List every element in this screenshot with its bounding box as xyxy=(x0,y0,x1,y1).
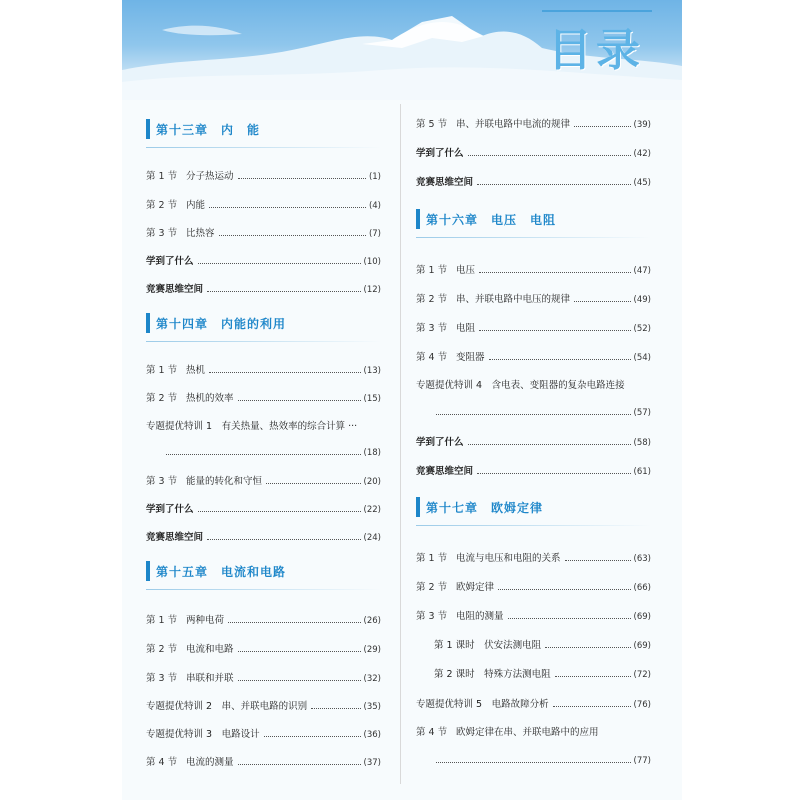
leader-dots xyxy=(166,454,361,455)
section-number: 第 1 节 xyxy=(416,265,448,276)
section-number: 第 3 节 xyxy=(146,673,178,684)
page-number: (13) xyxy=(363,366,381,376)
page-number: (26) xyxy=(363,616,381,626)
entry-title: 专题提优特训 2 串、并联电路的识别 xyxy=(146,701,308,712)
entry-title: 学到了什么 xyxy=(416,148,464,159)
entry-title: 竞赛思维空间 xyxy=(416,177,474,188)
toc-entry[interactable] xyxy=(416,373,651,391)
chapter-title: 第十四章 内能的利用 xyxy=(156,316,287,331)
page-number: (57) xyxy=(633,408,651,418)
toc-entry[interactable] xyxy=(146,469,381,487)
leader-dots xyxy=(198,511,361,512)
page-number: (32) xyxy=(363,674,381,684)
page-title: 目录 xyxy=(548,25,644,76)
entry-title: 串、并联电路中电流的规律 xyxy=(456,119,571,130)
page-number: (76) xyxy=(633,700,651,710)
chapter-title: 第十五章 电流和电路 xyxy=(156,564,287,579)
title-rule xyxy=(542,10,652,12)
leader-dots xyxy=(553,706,631,707)
leader-dots xyxy=(468,155,631,156)
page-number: (47) xyxy=(633,266,651,276)
entry-title: 电阻 xyxy=(456,323,476,334)
page-number: (69) xyxy=(633,641,651,651)
leader-dots xyxy=(238,400,361,401)
page-number: (72) xyxy=(633,670,651,680)
leader-dots xyxy=(574,301,631,302)
leader-dots xyxy=(209,207,366,208)
entry-title: 串联和并联 xyxy=(186,673,234,684)
leader-dots xyxy=(264,736,361,737)
toc-entry[interactable] xyxy=(416,316,651,334)
entry-title: 专题提优特训 3 电路设计 xyxy=(146,729,260,740)
entry-title: 电压 xyxy=(456,265,476,276)
entry-title: 电流和电路 xyxy=(186,644,234,655)
toc-entry[interactable] xyxy=(416,604,651,622)
toc-entry[interactable] xyxy=(146,497,381,515)
entry-title: 竞赛思维空间 xyxy=(146,532,204,543)
entry-title: 专题提优特训 1 有关热量、热效率的综合计算 ··· xyxy=(146,421,358,432)
chapter-rule xyxy=(416,525,651,526)
entry-title: 欧姆定律在串、并联电路中的应用 xyxy=(456,727,599,738)
page-number: (49) xyxy=(633,295,651,305)
chapter-bar xyxy=(146,561,150,581)
toc-entry[interactable] xyxy=(146,386,381,404)
page-number: (4) xyxy=(368,201,381,211)
leader-dots xyxy=(198,263,361,264)
page-number: (12) xyxy=(363,285,381,295)
toc-entry[interactable] xyxy=(146,277,381,295)
leader-dots xyxy=(207,291,361,292)
toc-entry[interactable] xyxy=(416,720,651,738)
toc-entry[interactable] xyxy=(416,345,651,363)
section-number: 第 2 节 xyxy=(416,294,448,305)
toc-entry[interactable] xyxy=(416,546,651,564)
entry-title: 电流的测量 xyxy=(186,757,234,768)
page-number: (18) xyxy=(363,448,381,458)
leader-dots xyxy=(436,762,631,763)
toc-entry[interactable] xyxy=(416,287,651,305)
chapter-title: 第十七章 欧姆定律 xyxy=(426,500,544,515)
chapter-heading-17[interactable] xyxy=(416,494,651,520)
page-number: (45) xyxy=(633,178,651,188)
toc-entry[interactable] xyxy=(146,694,381,712)
leader-dots xyxy=(209,372,361,373)
page-number: (22) xyxy=(363,505,381,515)
chapter-rule xyxy=(146,589,381,590)
chapter-heading-14[interactable] xyxy=(146,310,381,336)
entry-title: 竞赛思维空间 xyxy=(146,284,204,295)
toc-entry-continued[interactable] xyxy=(146,440,381,458)
leader-dots xyxy=(479,330,631,331)
toc-entry[interactable] xyxy=(416,170,651,188)
leader-dots xyxy=(489,359,631,360)
section-number: 第 1 节 xyxy=(416,553,448,564)
leader-dots xyxy=(311,708,360,709)
chapter-heading-13[interactable] xyxy=(146,116,381,142)
chapter-bar xyxy=(146,313,150,333)
toc-entry-continued[interactable] xyxy=(416,748,651,766)
section-number: 第 3 节 xyxy=(416,323,448,334)
toc-entry[interactable] xyxy=(146,637,381,655)
toc-entry[interactable] xyxy=(146,221,381,239)
entry-title: 串、并联电路中电压的规律 xyxy=(456,294,571,305)
leader-dots xyxy=(574,126,631,127)
leader-dots xyxy=(238,764,361,765)
leader-dots xyxy=(219,235,366,236)
entry-title: 分子热运动 xyxy=(186,171,234,182)
section-number: 第 4 节 xyxy=(416,727,448,738)
leader-dots xyxy=(508,618,631,619)
section-number: 第 3 节 xyxy=(146,476,178,487)
entry-title: 学到了什么 xyxy=(146,256,194,267)
page-number: (63) xyxy=(633,554,651,564)
entry-title: 两种电荷 xyxy=(186,615,225,626)
chapter-bar xyxy=(416,209,420,229)
page-number: (77) xyxy=(633,756,651,766)
leader-dots xyxy=(468,444,631,445)
chapter-heading-16[interactable] xyxy=(416,206,651,232)
page-number: (15) xyxy=(363,394,381,404)
entry-title: 第 2 课时 特殊方法测电阻 xyxy=(434,669,551,680)
section-number: 第 2 节 xyxy=(146,200,178,211)
page-number: (58) xyxy=(633,438,651,448)
page-number: (29) xyxy=(363,645,381,655)
entry-title: 专题提优特训 5 电路故障分析 xyxy=(416,699,549,710)
entry-title: 学到了什么 xyxy=(146,504,194,515)
entry-title: 变阻器 xyxy=(456,352,485,363)
entry-title: 第 1 课时 伏安法测电阻 xyxy=(434,640,542,651)
toc-entry[interactable] xyxy=(416,112,651,130)
toc-entry[interactable] xyxy=(146,608,381,626)
toc-entry[interactable] xyxy=(146,358,381,376)
leader-dots xyxy=(207,539,361,540)
section-number: 第 2 节 xyxy=(416,582,448,593)
toc-entry[interactable] xyxy=(146,525,381,543)
chapter-bar xyxy=(146,119,150,139)
entry-title: 欧姆定律 xyxy=(456,582,495,593)
entry-title: 内能 xyxy=(186,200,206,211)
toc-entry[interactable] xyxy=(146,164,381,182)
toc-entry[interactable] xyxy=(416,430,651,448)
section-number: 第 2 节 xyxy=(146,644,178,655)
section-number: 第 5 节 xyxy=(416,119,448,130)
page-number: (52) xyxy=(633,324,651,334)
toc-subentry[interactable] xyxy=(434,662,651,680)
chapter-title: 第十六章 电压 电阻 xyxy=(426,212,557,227)
section-number: 第 3 节 xyxy=(416,611,448,622)
toc-entry[interactable] xyxy=(146,750,381,768)
page-number: (37) xyxy=(363,758,381,768)
section-number: 第 1 节 xyxy=(146,365,178,376)
toc-entry[interactable] xyxy=(146,249,381,267)
leader-dots xyxy=(436,414,631,415)
chapter-rule xyxy=(146,341,381,342)
chapter-heading-15[interactable] xyxy=(146,558,381,584)
entry-title: 热机 xyxy=(186,365,206,376)
leader-dots xyxy=(238,680,361,681)
entry-title: 竞赛思维空间 xyxy=(416,466,474,477)
toc-entry[interactable] xyxy=(146,193,381,211)
section-number: 第 3 节 xyxy=(146,228,178,239)
page-number: (66) xyxy=(633,583,651,593)
entry-title: 电阻的测量 xyxy=(456,611,504,622)
page-number: (36) xyxy=(363,730,381,740)
page-number: (10) xyxy=(363,257,381,267)
leader-dots xyxy=(266,483,361,484)
entry-title: 比热容 xyxy=(186,228,215,239)
entry-title: 能量的转化和守恒 xyxy=(186,476,263,487)
page-number: (24) xyxy=(363,533,381,543)
chapter-rule xyxy=(146,147,381,148)
entry-title: 专题提优特训 4 含电表、变阻器的复杂电路连接 xyxy=(416,380,625,391)
toc-entry[interactable] xyxy=(416,258,651,276)
section-number: 第 1 节 xyxy=(146,615,178,626)
chapter-title: 第十三章 内 能 xyxy=(156,122,261,137)
toc-entry[interactable] xyxy=(146,414,381,432)
leader-dots xyxy=(238,178,366,179)
page-number: (35) xyxy=(363,702,381,712)
section-number: 第 2 节 xyxy=(146,393,178,404)
leader-dots xyxy=(479,272,631,273)
entry-title: 学到了什么 xyxy=(416,437,464,448)
page-number: (39) xyxy=(633,120,651,130)
leader-dots xyxy=(555,676,631,677)
page-number: (7) xyxy=(368,229,381,239)
column-divider xyxy=(400,104,401,784)
mountain-banner xyxy=(122,0,682,100)
toc-entry[interactable] xyxy=(416,459,651,477)
toc-entry[interactable] xyxy=(416,692,651,710)
section-number: 第 1 节 xyxy=(146,171,178,182)
toc-entry[interactable] xyxy=(146,722,381,740)
chapter-bar xyxy=(416,497,420,517)
section-number: 第 4 节 xyxy=(146,757,178,768)
page-number: (69) xyxy=(633,612,651,622)
leader-dots xyxy=(477,184,631,185)
page-number: (42) xyxy=(633,149,651,159)
page-number: (20) xyxy=(363,477,381,487)
leader-dots xyxy=(565,560,631,561)
toc-entry-continued[interactable] xyxy=(416,400,651,418)
toc-entry[interactable] xyxy=(146,666,381,684)
leader-dots xyxy=(498,589,631,590)
leader-dots xyxy=(545,647,630,648)
entry-title: 热机的效率 xyxy=(186,393,234,404)
toc-subentry[interactable] xyxy=(434,633,651,651)
leader-dots xyxy=(238,651,361,652)
leader-dots xyxy=(228,622,361,623)
page-number: (1) xyxy=(368,172,381,182)
toc-entry[interactable] xyxy=(416,575,651,593)
page-number: (54) xyxy=(633,353,651,363)
page-number: (61) xyxy=(633,467,651,477)
section-number: 第 4 节 xyxy=(416,352,448,363)
toc-entry[interactable] xyxy=(416,141,651,159)
chapter-rule xyxy=(416,237,651,238)
leader-dots xyxy=(477,473,631,474)
entry-title: 电流与电压和电阻的关系 xyxy=(456,553,561,564)
